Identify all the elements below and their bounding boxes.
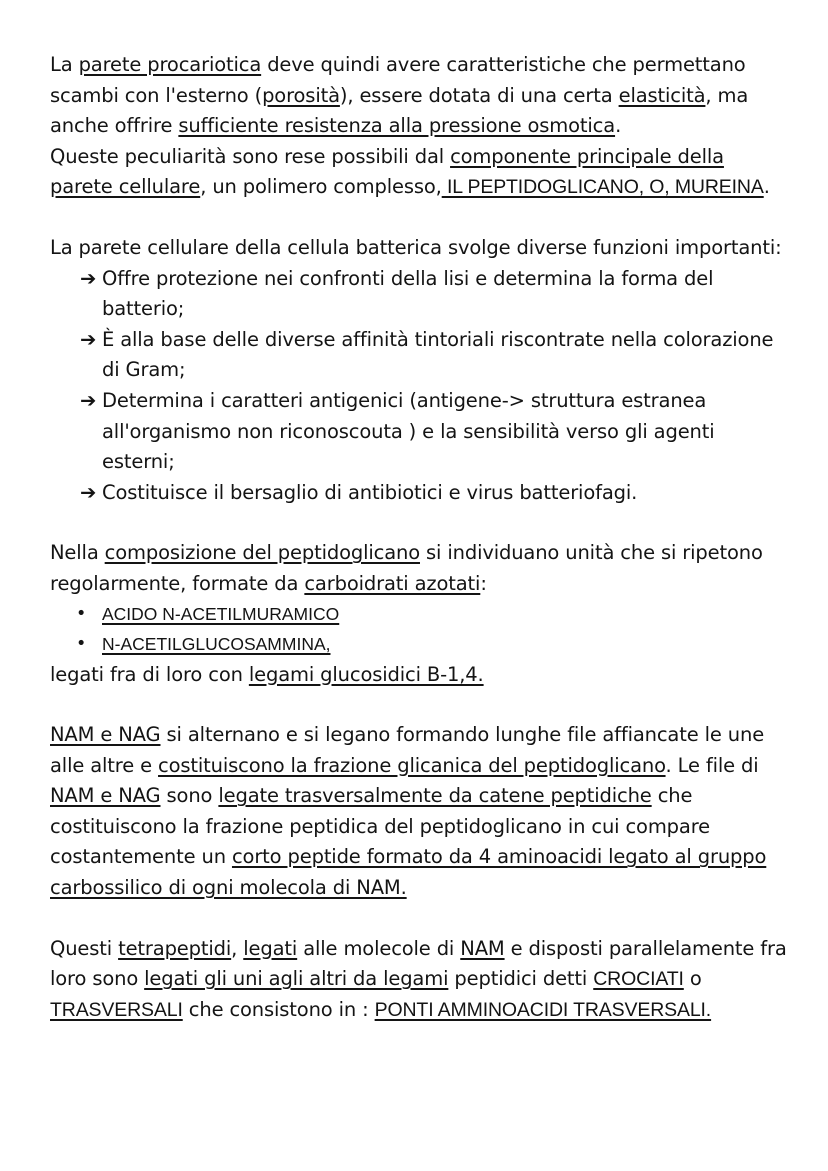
underlined-term: corto peptide formato da 4 aminoacidi legato al gruppo carbossilico di ogni molecola di NAM. (50, 845, 767, 900)
paragraph-tetrapeptidi (50, 934, 788, 1026)
underlined-term: TRASVERSALI (50, 998, 183, 1021)
paragraph-nam-nag (50, 720, 788, 904)
text: La (50, 53, 79, 76)
text: e disposti parallelamente fra loro sono (50, 936, 787, 991)
text: che costituiscono la frazione peptidica del peptidoglicano in cui compare costantemente un (50, 784, 710, 869)
arrow-icon: ➔ (80, 388, 97, 412)
underlined-term: NAM e NAG (50, 723, 161, 747)
text: : (480, 571, 487, 595)
arrow-icon: ➔ (80, 327, 97, 351)
arrow-icon: ➔ (80, 266, 97, 290)
underlined-term: PONTI AMMINOACIDI TRASVERSALI. (374, 998, 712, 1021)
text: si alternano e si legano formando lunghe file affiancate le une alle altre e (50, 723, 765, 777)
text: deve quindi avere caratteristiche che permettano scambi con l'esterno ( (50, 53, 746, 107)
text: . (615, 114, 622, 138)
components-list (50, 600, 788, 660)
text: , un polimero complesso, (200, 175, 442, 199)
text: Queste peculiarità sono rese possibili dal (50, 144, 451, 168)
underlined-term: porosità (262, 83, 340, 107)
text: o (683, 967, 702, 991)
arrow-icon: ➔ (80, 480, 97, 504)
underlined-term: elasticità (618, 83, 706, 107)
text: , (231, 936, 244, 960)
underlined-term: legati (243, 936, 298, 960)
paragraph-funzioni-intro: La parete cellulare della cellula batterica svolge diverse funzioni importanti: (50, 235, 782, 259)
underlined-term: costituiscono la frazione glicanica del peptidoglicano (158, 753, 666, 777)
list-item (76, 630, 788, 660)
underlined-term: carboidrati azotati (304, 571, 481, 595)
bullet-icon: • (76, 603, 87, 624)
list-item-text: N-ACETILGLUCOSAMMINA, (102, 633, 331, 654)
text: , ma anche offrire (50, 83, 749, 138)
text: che consistono in : (182, 997, 375, 1021)
underlined-term: IL PEPTIDOGLICANO, O, MUREINA (441, 176, 764, 199)
list-item (76, 600, 788, 630)
bullet-icon: • (76, 633, 87, 654)
text: legati fra di loro con (50, 662, 249, 686)
list-item-text: È alla base delle diverse affinità tintoriali riscontrate nella colorazione di Gram; (102, 327, 774, 382)
list-item (80, 386, 788, 478)
list-item-text: Costituisce il bersaglio di antibiotici e virus batteriofagi. (102, 480, 638, 504)
list-item (80, 264, 788, 325)
text: . (763, 175, 770, 199)
functions-list (50, 264, 788, 509)
list-item-text: Offre protezione nei confronti della lisi e determina la forma del batterio; (102, 266, 714, 321)
text: peptidici detti (448, 967, 594, 991)
underlined-term: sufficiente resistenza alla pressione osmotica (178, 114, 616, 138)
underlined-term: CROCIATI (593, 968, 684, 991)
text: sono (160, 784, 219, 808)
text: ), essere dotata di una certa (339, 83, 619, 107)
underlined-term: legami glucosidici B-1,4. (248, 662, 484, 686)
underlined-term: NAM (460, 936, 505, 960)
text: si individuano unità che si ripetono regolarmente, formate da (50, 541, 763, 595)
text: . Le file di (665, 753, 759, 777)
paragraph-parete-procariotica (50, 50, 788, 142)
underlined-term: tetrapeptidi (118, 936, 232, 960)
list-item (80, 325, 788, 386)
paragraph-legami (50, 660, 788, 691)
list-item (80, 478, 788, 509)
paragraph-peptidoglicano-intro (50, 142, 788, 203)
text: Nella (50, 541, 105, 565)
text: Questi (50, 936, 119, 960)
underlined-term: parete procariotica (78, 53, 262, 76)
underlined-term: legate trasversalmente da catene peptidiche (218, 784, 652, 808)
underlined-term: composizione del peptidoglicano (104, 541, 420, 565)
list-item-text: Determina i caratteri antigenici (antigene-> struttura estranea all'organismo non riconoscouta ) e la sensibilità verso gli agenti esterni; (102, 388, 715, 474)
list-item-text: ACIDO N-ACETILMURAMICO (102, 603, 340, 624)
underlined-term: legati gli uni agli altri da legami (144, 967, 449, 991)
underlined-term: componente principale della parete cellulare (50, 144, 724, 199)
paragraph-composizione (50, 538, 788, 599)
underlined-term: NAM e NAG (50, 784, 161, 808)
text: alle molecole di (297, 936, 461, 960)
